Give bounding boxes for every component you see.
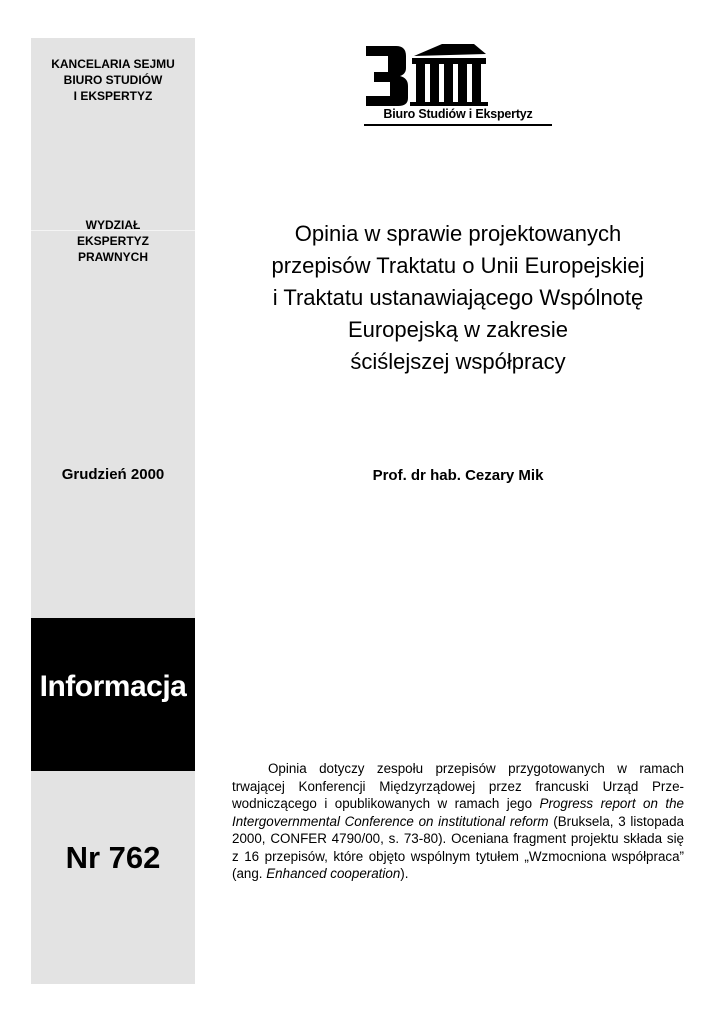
title-line: i Traktatu ustanawiającego Wspólnotę (272, 285, 644, 310)
abstract-text: ). (400, 866, 409, 881)
document-title (232, 218, 684, 378)
title-line: Europejską w zakresie (347, 317, 569, 342)
title-line: ściślejszej współpracy (350, 349, 566, 374)
institution-line: BIURO STUDIÓW (63, 73, 163, 87)
report-title: Progress report on the Intergovernmental Conference on institutional reform (232, 796, 684, 829)
institution-line: KANCELARIA SEJMU (51, 57, 175, 71)
author-name: Prof. dr hab. Cezary Mik (372, 467, 544, 484)
department-line: EKSPERTYZ (76, 234, 149, 248)
abstract-text: (Bruksela, 3 listopada 2000, CONFER 4790/00, s. 73-80). Oceniana fragment projektu składa się z 16 przepisów, które objęto wspólnym tytułem „Wzmocniona współpraca” (ang. (232, 813, 684, 881)
title-line: Opinia w sprawie projektowanych (294, 221, 622, 246)
institution-line: I EKSPERTYZ (73, 89, 153, 103)
abstract-paragraph (232, 760, 684, 883)
title-line: przepisów Traktatu o Unii Europejskiej (271, 253, 645, 278)
department-line: PRAWNYCH (77, 250, 148, 264)
logo-underline (364, 124, 552, 126)
abstract-text: Opinia dotyczy zespołu przepisów przygotowanych w ramach trwającej Konferencji Międzyrządowej przez francuski Urząd Przewodniczącego i opublikowanych w ramach jego (232, 761, 684, 811)
logo-caption: Biuro Studiów i Ekspertyz (383, 107, 533, 121)
document-number: Nr 762 (65, 840, 161, 875)
department-line: WYDZIAŁ (85, 218, 141, 232)
doc-type-block (31, 618, 195, 771)
doc-type-label: Informacja (39, 670, 187, 703)
institution-name (31, 56, 195, 104)
publication-date: Grudzień 2000 (61, 466, 165, 483)
department-name (31, 217, 195, 265)
english-term: Enhanced cooperation (266, 866, 401, 881)
